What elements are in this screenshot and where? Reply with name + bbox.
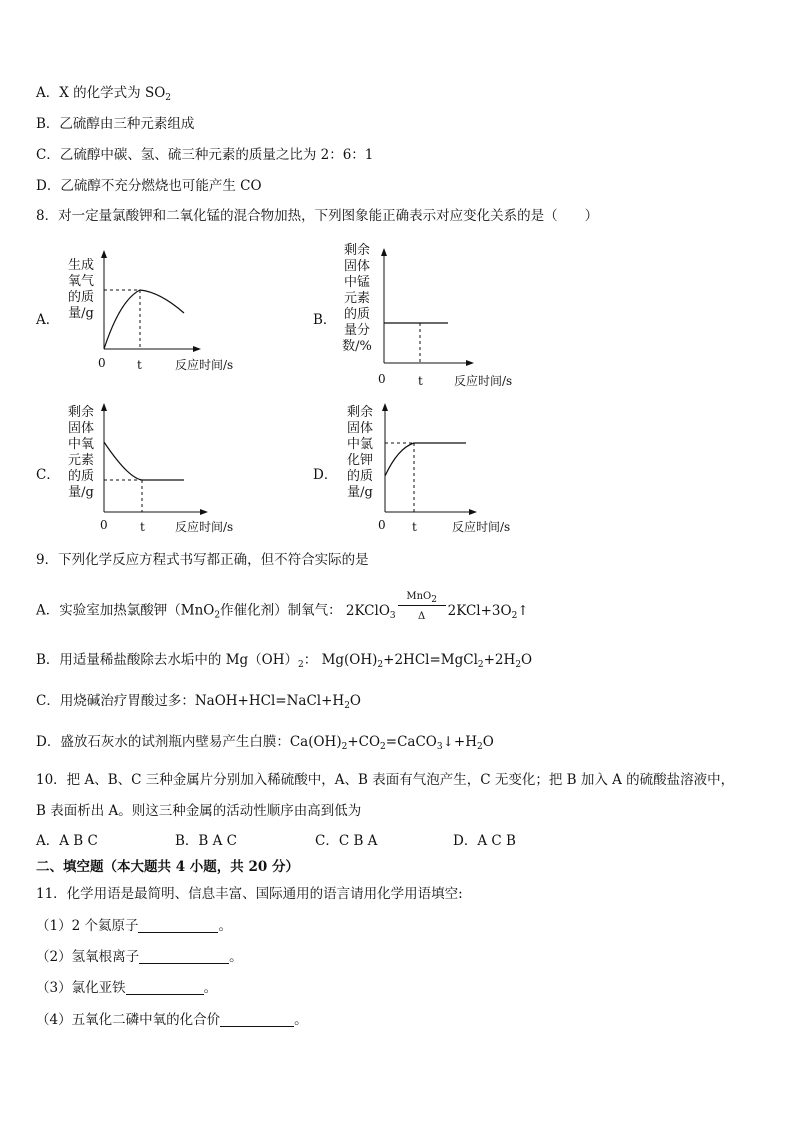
- q9-b-equation: $Mg(OH)_2+2HCl=MgCl_2+2H_2O$: [321, 652, 533, 670]
- graph-b-ylabel: 剩余 固体 中锰 元素 的质 量分 数/%: [342, 243, 372, 354]
- graph-d-label: D．: [313, 467, 338, 483]
- q10-option-c: C．C B A: [315, 833, 378, 849]
- q9-option-d: D．盛放石灰水的试剂瓶内壁易产生白膜：$Ca(OH)_2+CO_2=CaCO_3↓+H_2O$: [36, 734, 494, 752]
- q10-stem-line2: B 表面析出 A。则这三种金属的活动性顺序由高到低为: [36, 803, 362, 819]
- graph-c-origin: 0: [100, 518, 108, 532]
- q10-stem-line1: 10．把 A、B、C 三种金属片分别加入稀硫酸中，A、B 表面有气泡产生，C 无变化；把 B 加入 A 的硫酸盐溶液中，: [36, 772, 735, 788]
- q8-stem: 8．对一定量氯酸钾和二氧化锰的混合物加热，下列图象能正确表示对应变化关系的是（ ）: [36, 208, 599, 224]
- q9-option-c: C．用烧碱治疗胃酸过多：$NaOH+HCl=NaCl+H_2O$: [36, 693, 361, 711]
- answer-blank-3[interactable]: [126, 980, 204, 995]
- q9-option-a: A．实验室加热氯酸钾（MnO$_2$作催化剂）制氧气： 2KClO$_3$ $\frac{\text{MnO2}}{\Delta}$ $2KCl+3O_2↑$: [36, 596, 529, 626]
- graph-c-xlabel: 反应时间/s: [175, 520, 234, 534]
- graph-d-ylabel: 剩余 固体 中氯 化钾 的质 量/g: [346, 405, 373, 500]
- q9-option-b: B．用适量稀盐酸除去水垢中的 $Mg(OH)_2$： $Mg(OH)_2+2HCl=MgCl_2+2H_2O$: [36, 652, 533, 670]
- answer-blank-2[interactable]: [139, 949, 229, 964]
- graph-b-origin: 0: [378, 372, 386, 386]
- q11-item-4: （4）五氧化二磷中氧的化合价 。: [36, 1012, 308, 1028]
- graph-a-origin: 0: [98, 356, 106, 370]
- q9-c-equation: $NaOH+HCl=NaCl+H_2O$: [194, 693, 361, 711]
- q7-option-b: B．乙硫醇由三种元素组成: [36, 116, 195, 132]
- graph-d-t: t: [412, 520, 417, 534]
- graph-a-label: A．: [36, 312, 60, 328]
- answer-blank-4[interactable]: [220, 1012, 294, 1027]
- graph-c-label: C．: [36, 467, 60, 483]
- q7-option-c: C．乙硫醇中碳、氢、硫三种元素的质量之比为 2：6：1: [36, 147, 374, 163]
- answer-blank-1[interactable]: [138, 918, 218, 933]
- graph-a-t: t: [137, 358, 142, 372]
- reaction-condition: $\frac{\text{MnO2}}{\Delta}$: [398, 596, 446, 626]
- graph-c-t: t: [140, 520, 145, 534]
- q10-option-d: D．A C B: [453, 833, 516, 849]
- q9-a-equation: 2KClO$_3$ $\frac{\text{MnO2}}{\Delta}$ $2KCl+3O_2↑$: [346, 603, 529, 619]
- q10-option-b: B．B A C: [175, 833, 238, 849]
- graph-c-ylabel: 剩余 固体 中氧 元素 的质 量/g: [67, 405, 94, 500]
- q7-option-d: D．乙硫醇不充分燃烧也可能产生 CO: [36, 178, 262, 194]
- graph-b-xlabel: 反应时间/s: [454, 374, 513, 388]
- q11-stem: 11．化学用语是最简明、信息丰富、国际通用的语言请用化学用语填空:: [36, 886, 463, 902]
- graph-b-label: B．: [313, 312, 337, 328]
- graph-a-ylabel: 生成 氧气 的质 量/g: [67, 258, 94, 321]
- gas-arrow-icon: ↑: [517, 602, 529, 619]
- graph-d-xlabel: 反应时间/s: [452, 520, 511, 534]
- q9-stem: 9．下列化学反应方程式书写都正确，但不符合实际的是: [36, 552, 369, 568]
- q7-option-a: A．X 的化学式为 $SO_2$: [36, 85, 171, 103]
- graph-a-xlabel: 反应时间/s: [175, 358, 234, 372]
- graph-d-origin: 0: [378, 518, 386, 532]
- graph-b-t: t: [418, 374, 423, 388]
- q10-option-a: A．A B C: [36, 833, 98, 849]
- section-heading: 二、填空题（本大题共 4 小题，共 20 分）: [36, 859, 299, 875]
- q9-d-equation: $Ca(OH)_2+CO_2=CaCO_3↓+H_2O$: [289, 734, 494, 752]
- q11-item-1: （1）2 个氦原子 。: [36, 918, 232, 934]
- q11-item-2: （2）氢氧根离子 。: [36, 949, 243, 965]
- q11-item-3: （3）氯化亚铁 。: [36, 980, 218, 996]
